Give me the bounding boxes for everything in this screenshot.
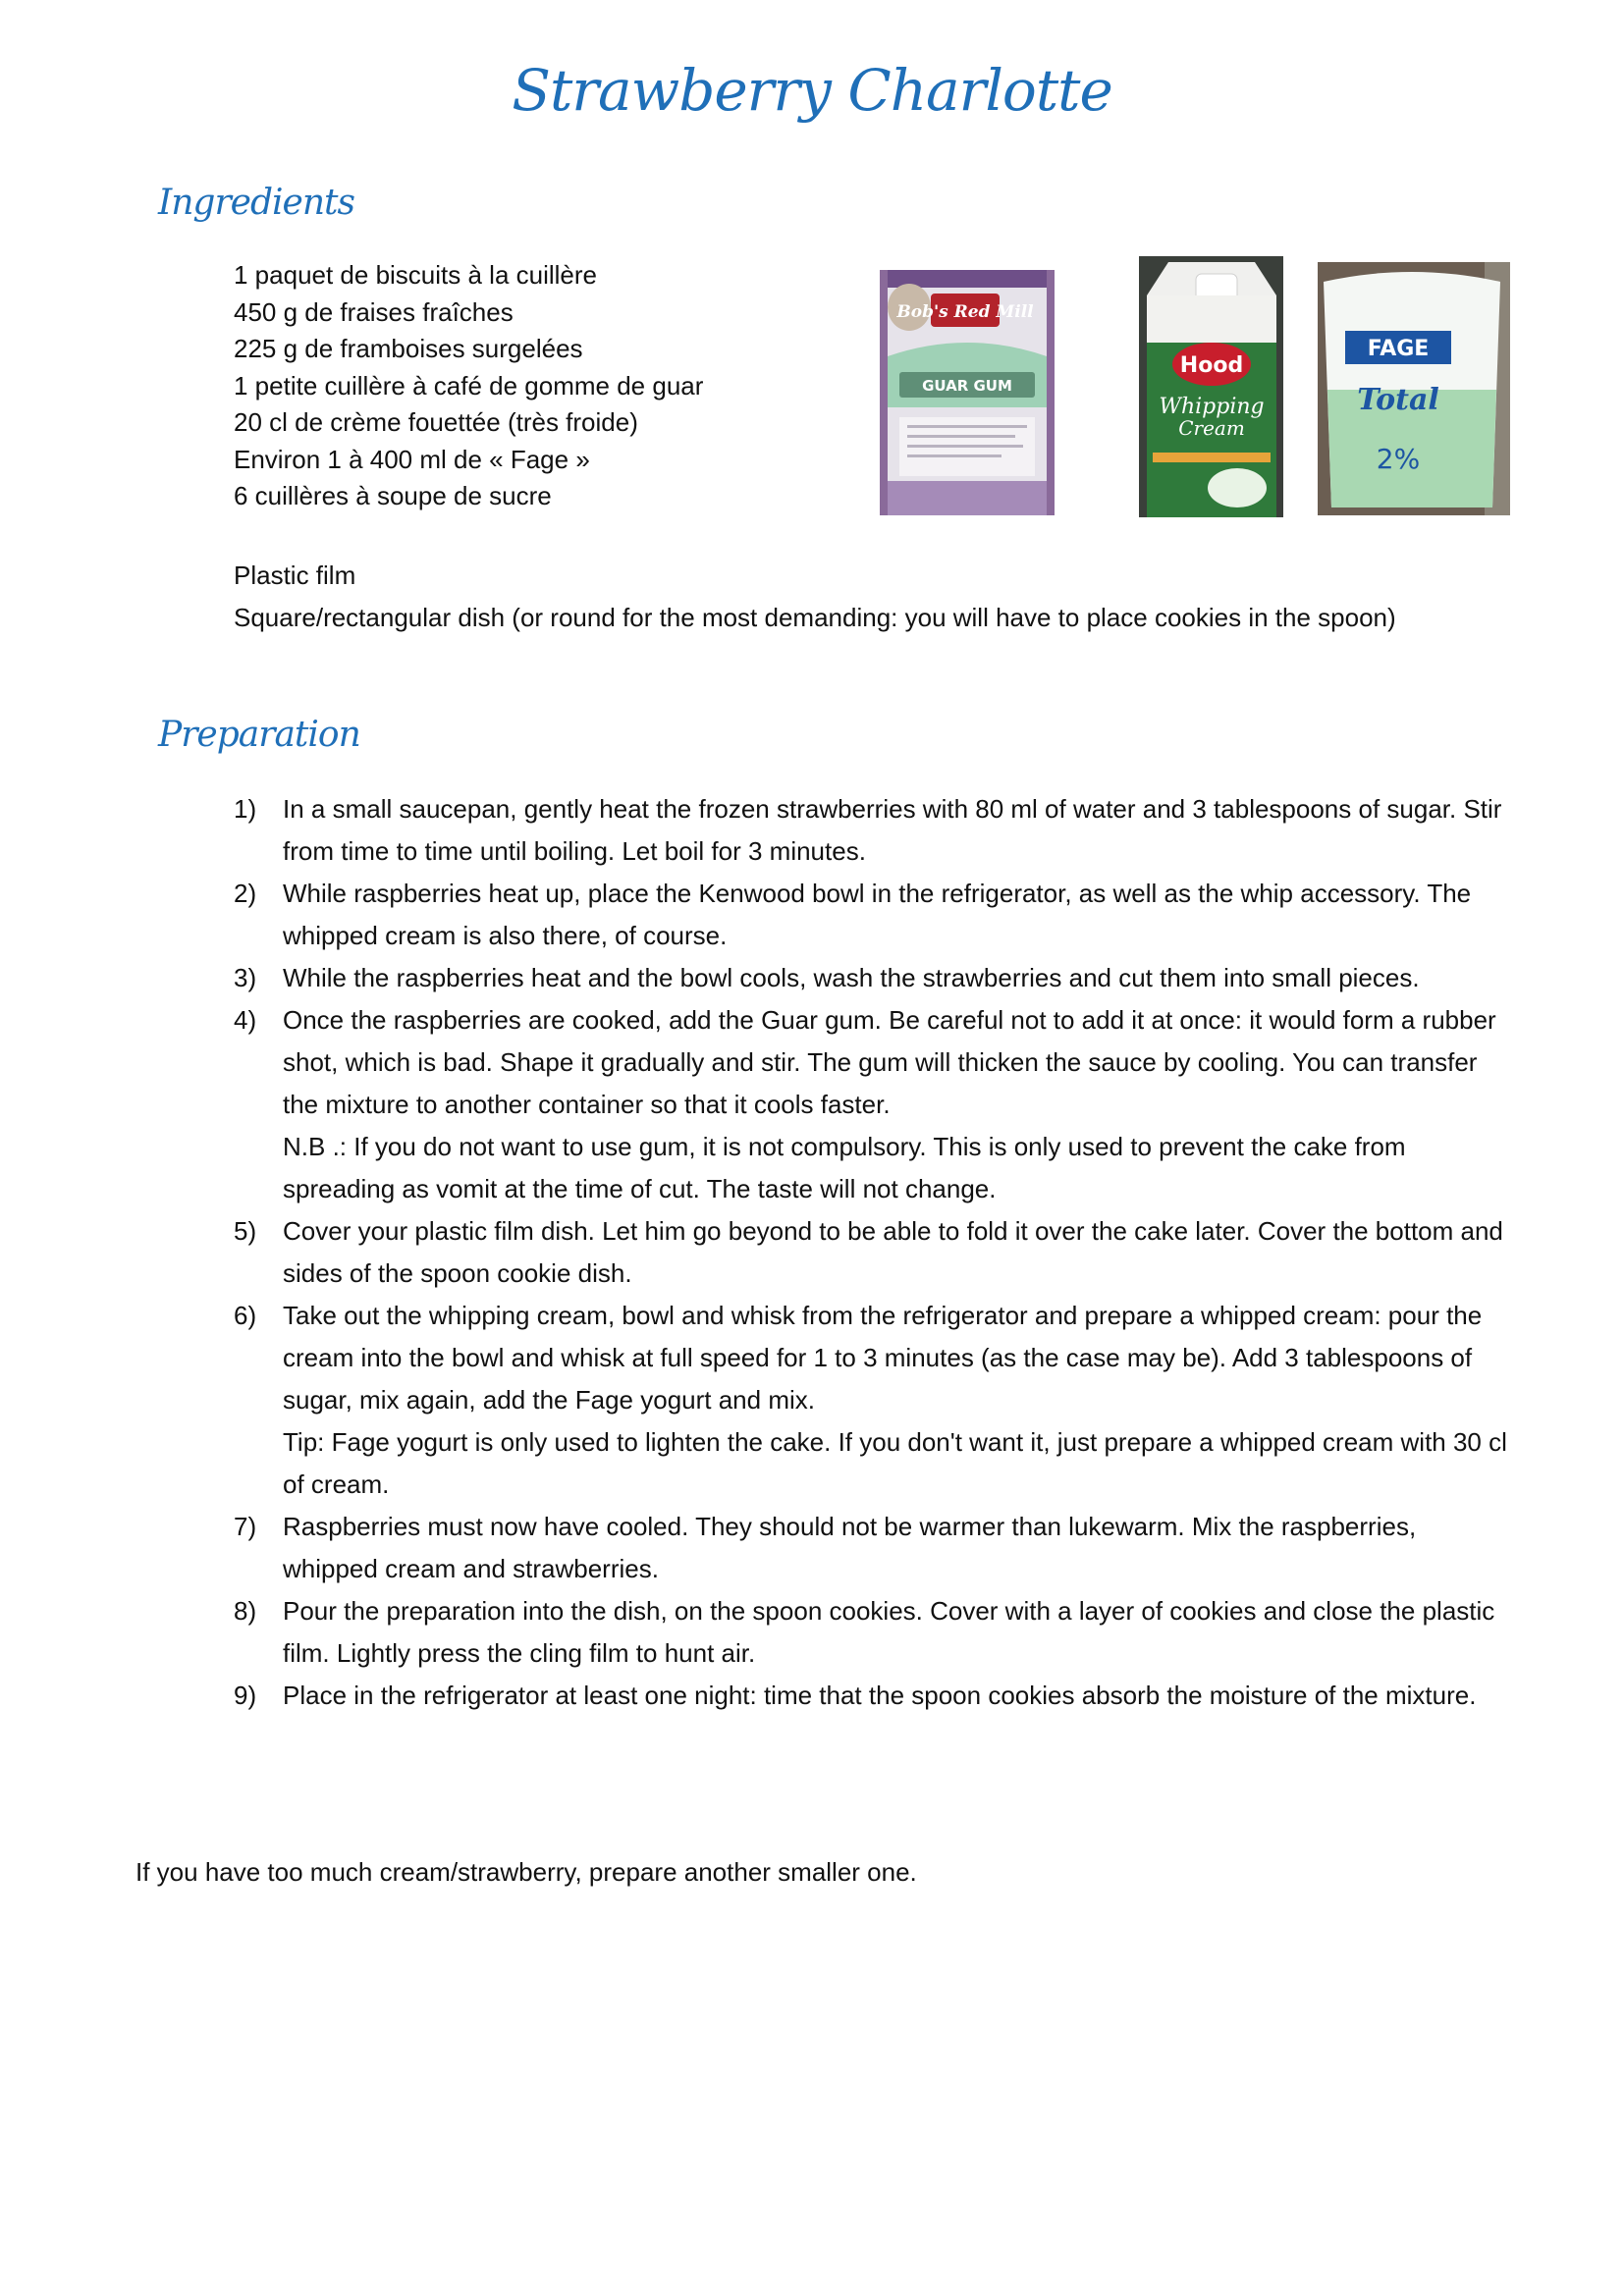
yogurt-line1: Total: [1357, 383, 1439, 417]
step-note: Tip: Fage yogurt is only used to lighten the cake. If you don't want it, just prepare a whipped cream with 30 cl of cream.: [283, 1427, 1507, 1499]
step-text: Take out the whipping cream, bowl and whisk from the refrigerator and prepare a whipped cream: pour the cream into the bowl and whisk at full speed for 1 to 3 minutes (as the case may be). Add 3 tablespoons of sugar, mix again, add the Fage yogurt and mix.: [283, 1301, 1483, 1415]
step-item: [234, 999, 1510, 1210]
step-text: Place in the refrigerator at least one night: time that the spoon cookies absorb the moisture of the mixture.: [283, 1681, 1477, 1710]
guar-gum-photo: [880, 270, 1055, 515]
footer-note: If you have too much cream/strawberry, prepare another smaller one.: [135, 1857, 917, 1887]
step-text: Cover your plastic film dish. Let him go beyond to be able to fold it over the cake later. Cover the bottom and sides of the spoon cookie dish.: [283, 1216, 1503, 1288]
supply-item: Plastic film: [234, 561, 356, 590]
step-note: N.B .: If you do not want to use gum, it is not compulsory. This is only used to prevent the cake from spreading as vomit at the time of cut. The taste will not change.: [283, 1132, 1406, 1203]
step-text: While raspberries heat up, place the Kenwood bowl in the refrigerator, as well as the whip accessory. The whipped cream is also there, of course.: [283, 879, 1472, 950]
step-number: 6): [234, 1301, 257, 1330]
step-number: 7): [234, 1512, 257, 1541]
step-text: Pour the preparation into the dish, on the spoon cookies. Cover with a layer of cookies and close the plastic film. Lightly press the cling film to hunt air.: [283, 1596, 1495, 1668]
step-item: [234, 1675, 1510, 1717]
ingredients-heading: Ingredients: [158, 183, 354, 223]
ingredient-item: 1 paquet de biscuits à la cuillère: [234, 260, 598, 290]
ingredients-list: [234, 257, 703, 515]
step-item: [234, 957, 1510, 999]
step-text: In a small saucepan, gently heat the frozen strawberries with 80 ml of water and 3 tablespoons of sugar. Stir from time to time until boiling. Let boil for 3 minutes.: [283, 794, 1502, 866]
yogurt-line2: 2%: [1376, 443, 1421, 475]
supplies-block: [234, 555, 1510, 639]
preparation-steps: [234, 788, 1510, 1717]
ingredient-item: Environ 1 à 400 ml de « Fage »: [234, 444, 590, 474]
step-item: [234, 1590, 1510, 1675]
preparation-heading: Preparation: [158, 715, 360, 755]
step-item: [234, 1295, 1510, 1506]
step-text: Once the raspberries are cooked, add the Guar gum. Be careful not to add it at once: it would form a rubber shot, which is bad. Shape it gradually and stir. The gum will thicken the sauce by cooling. You can transfer the mixture to another container so that it cools faster.: [283, 1005, 1496, 1119]
yogurt-photo: [1318, 262, 1510, 515]
ingredient-item: 20 cl de crème fouettée (très froide): [234, 407, 638, 437]
step-item: [234, 873, 1510, 957]
step-number: 8): [234, 1596, 257, 1626]
step-item: [234, 1506, 1510, 1590]
supply-item: Square/rectangular dish (or round for the most demanding: you will have to place cookies in the spoon): [234, 603, 1396, 632]
step-text: While the raspberries heat and the bowl cools, wash the strawberries and cut them into small pieces.: [283, 963, 1420, 992]
step-number: 4): [234, 1005, 257, 1035]
guar-gum-label: GUAR GUM: [922, 377, 1012, 395]
ingredient-item: 225 g de framboises surgelées: [234, 334, 583, 363]
ingredient-item: 6 cuillères à soupe de sucre: [234, 481, 552, 510]
step-number: 9): [234, 1681, 257, 1710]
guar-gum-brand: Bob's Red Mill: [896, 302, 1034, 322]
yogurt-brand: FAGE: [1367, 337, 1430, 361]
step-number: 5): [234, 1216, 257, 1246]
cream-line1: Whipping: [1159, 395, 1265, 419]
step-number: 2): [234, 879, 257, 908]
whipping-cream-photo: [1139, 256, 1283, 517]
step-text: Raspberries must now have cooled. They should not be warmer than lukewarm. Mix the raspberries, whipped cream and strawberries.: [283, 1512, 1417, 1583]
step-number: 1): [234, 794, 257, 824]
step-number: 3): [234, 963, 257, 992]
step-item: [234, 1210, 1510, 1295]
step-item: [234, 788, 1510, 873]
cream-brand: Hood: [1179, 353, 1244, 378]
ingredient-item: 450 g de fraises fraîches: [234, 296, 514, 327]
ingredient-item: 1 petite cuillère à café de gomme de guar: [234, 370, 704, 400]
cream-line2: Cream: [1178, 416, 1245, 440]
recipe-title: Strawberry Charlotte: [512, 57, 1112, 124]
